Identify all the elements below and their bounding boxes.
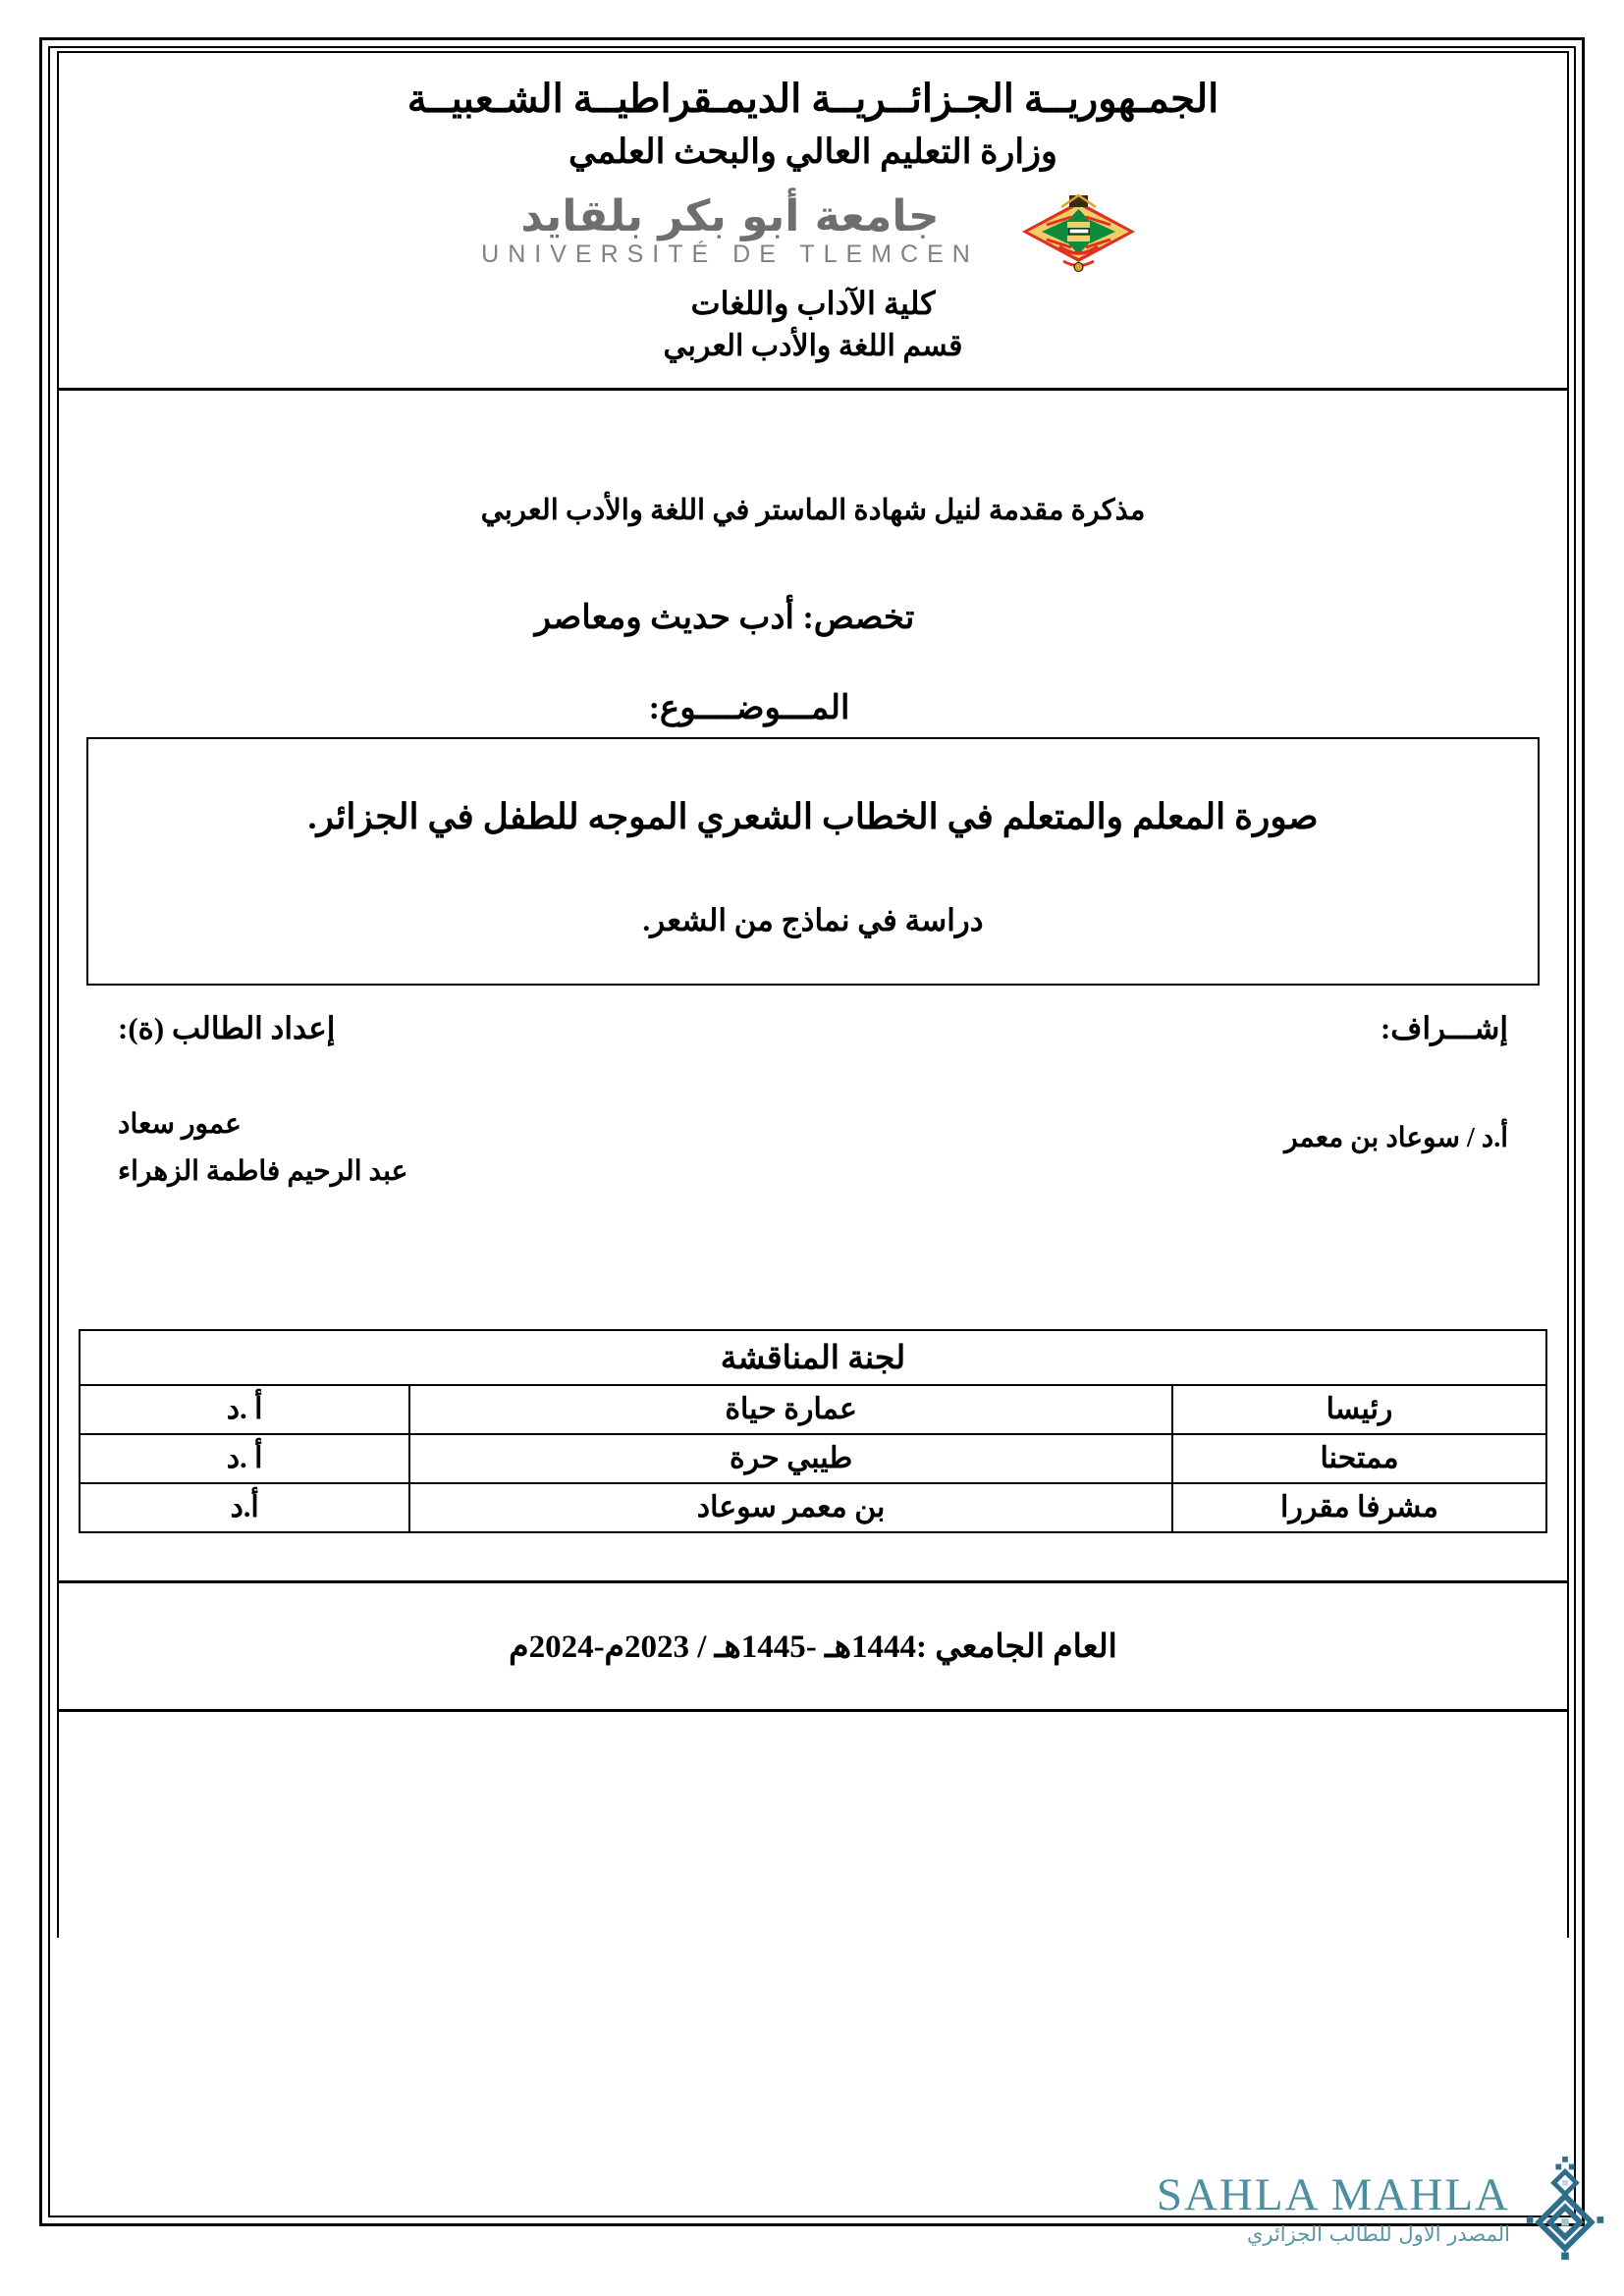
academic-year-band: [57, 1583, 1569, 1712]
university-name-french: UNIVERSITÉ DE TLEMCEN: [481, 240, 979, 268]
faculty-name: كلية الآداب واللغات: [690, 285, 936, 321]
supervisor-label: إشـــراف:: [1380, 1010, 1508, 1045]
main-band: [57, 391, 1569, 1583]
jury-name-1: عمارة حياة: [409, 1385, 1172, 1434]
jury-name-3: بن معمر سوعاد: [409, 1483, 1172, 1532]
thesis-title: صورة المعلم والمتعلم في الخطاب الشعري الموجه للطفل في الجزائر.: [307, 797, 1319, 837]
jury-role-3: مشرفا مقررا: [1172, 1483, 1546, 1532]
university-logo-row: [59, 192, 1567, 271]
student-label: إعداد الطالب (ة):: [118, 1010, 336, 1045]
supervisor-column: [1284, 1011, 1508, 1188]
republic-heading: الجمـهوريــة الجـزائــريــة الديمـقراطيــة الشـعبيــة: [406, 77, 1219, 121]
table-row: [80, 1483, 1546, 1532]
sahla-mahla-logo-icon: [1518, 2155, 1612, 2263]
ministry-heading: وزارة التعليم العالي والبحث العلمي: [568, 133, 1057, 171]
thesis-title-box: [86, 737, 1540, 986]
subject-label: المـــوضــــوع:: [648, 690, 850, 727]
watermark-title: SAHLA MAHLA: [1156, 2169, 1510, 2220]
academic-year: العام الجامعي :1444هـ -1445هـ / 2023م-2024م: [509, 1629, 1117, 1665]
jury-grade-1: أ .د: [80, 1385, 409, 1434]
university-wordmark: [481, 191, 979, 268]
jury-role-2: ممتحنا: [1172, 1434, 1546, 1483]
jury-name-2: طيبي حرة: [409, 1434, 1172, 1483]
table-row: [80, 1434, 1546, 1483]
thesis-subtitle: دراسة في نماذج من الشعر.: [642, 903, 984, 938]
header-band: [57, 51, 1569, 391]
university-name-arabic: جامعة أبو بكر بلقايد: [520, 191, 940, 241]
student-name-2: عبد الرحيم فاطمة الزهراء: [118, 1155, 408, 1187]
specialization-line: تخصص: أدب حديث ومعاصر: [534, 600, 915, 637]
student-column: [118, 1011, 407, 1188]
department-name: قسم اللغة والأدب العربي: [663, 329, 963, 362]
authorship-section: [118, 1011, 1508, 1188]
university-emblem-icon: [1012, 191, 1145, 272]
supervisor-name: أ.د / سوعاد بن معمر: [1284, 1122, 1508, 1153]
footer-blank-band: [57, 1712, 1569, 1938]
jury-table-title: لجنة المناقشة: [80, 1330, 1546, 1385]
sahla-mahla-watermark: [1157, 2155, 1612, 2263]
jury-grade-2: أ .د: [80, 1434, 409, 1483]
document-content: [57, 51, 1569, 1938]
jury-table: [79, 1329, 1547, 1533]
degree-statement: مذكرة مقدمة لنيل شهادة الماستر في اللغة والأدب العربي: [480, 495, 1146, 527]
jury-role-1: رئيسا: [1172, 1385, 1546, 1434]
jury-section: [79, 1309, 1547, 1580]
table-row: [80, 1385, 1546, 1434]
student-name-1: عمور سعاد: [118, 1108, 242, 1140]
watermark-text: [1156, 2169, 1510, 2246]
jury-grade-3: أ.د: [80, 1483, 409, 1532]
watermark-subtitle: المصدر الاول للطالب الجزائري: [1246, 2222, 1510, 2246]
jury-table-header-row: [80, 1330, 1546, 1385]
